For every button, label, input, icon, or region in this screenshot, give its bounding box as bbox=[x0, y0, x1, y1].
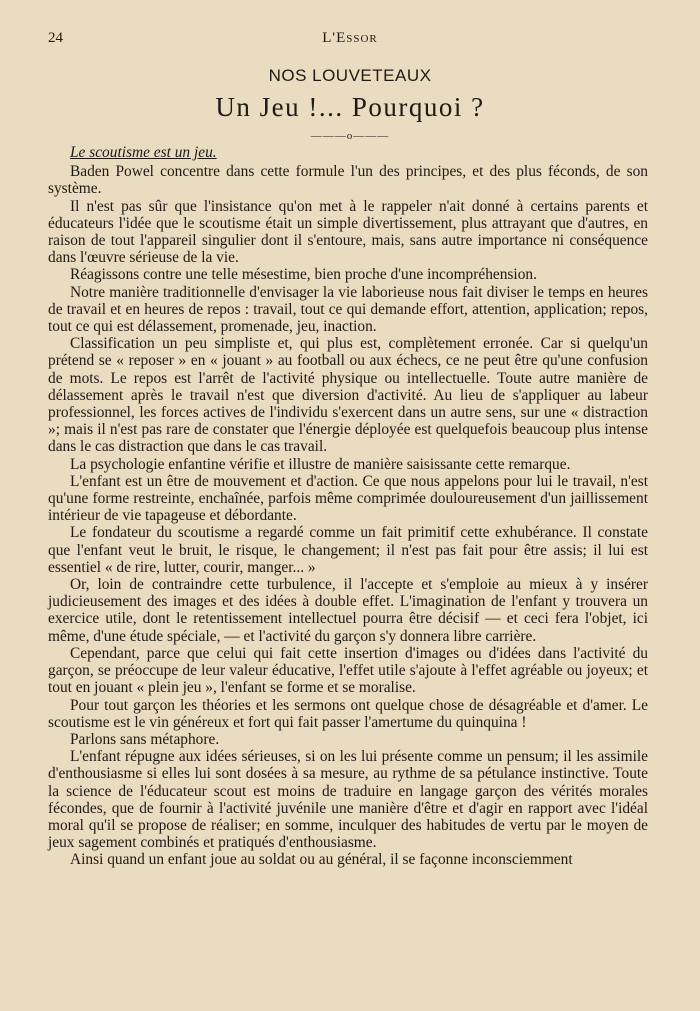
paragraph: Baden Powel concentre dans cette formule l'un des principes, et des plus féconds, de son système. bbox=[48, 163, 648, 198]
paragraph: Ainsi quand un enfant joue au soldat ou au général, il se façonne inconsciemment bbox=[70, 851, 573, 869]
paragraph: Il n'est pas sûr que l'insistance qu'on met à le rappeler n'ait donné à certains parents et éducateurs l'idée que le scoutisme était un simple divertissement, plus attrayant que d'autres, en raison de tout l'appareil singulier dont il s'entoure, mais, sans autre importance ni conséquence dans l'œuvre sérieuse de la vie. bbox=[48, 197, 648, 267]
paragraph: Cependant, parce que celui qui fait cette insertion d'images ou d'idées dans l'activité du garçon, se préoccupe de leur valeur éducative, l'effet utile s'ajoute à l'effet agréable ou joyeux; et tout en jouant « plein jeu », l'enfant se forme et se moralise. bbox=[48, 644, 648, 697]
epigraph bbox=[48, 144, 648, 161]
running-title: L'Essor bbox=[322, 30, 378, 46]
paragraph: L'enfant répugne aux idées sérieuses, si on les lui présente comme un pensum; il les assimile d'enthousiasme si elles lui sont dosées à sa mesure, au rythme de sa pétulance instinctive. Toute la science de l'éducateur scout est moins de traduire en langage garçon des vérités morales fécondes, que de fournir à l'activité juvénile une manière d'être et d'agir en rapport avec l'idéal moral qu'il se propose de réaliser; en somme, inculquer des habitudes de vertu par le moyen de jeux sagement combinés et pratiqués d'enthousiasme. bbox=[48, 748, 648, 852]
paragraph: Réagissons contre une telle mésestime, bien proche d'une incompréhension. bbox=[70, 266, 537, 284]
section-kicker: NOS LOUVETEAUX bbox=[268, 66, 432, 85]
paragraph: Pour tout garçon les théories et les sermons ont quelque chose de désagréable et d'amer. Le scoutisme est le vin généreux et fort qui fait passer l'amertume du quinquina ! bbox=[48, 696, 648, 731]
paragraph: Le fondateur du scoutisme a regardé comme un fait primitif cette exhubérance. Il constate que l'enfant veut le bruit, le risque, le changement; il n'est pas fait pour être assis; il lui est essentiel « de rire, lutter, courir, manger... » bbox=[48, 524, 648, 576]
paragraph: Or, loin de contraindre cette turbulence, il l'accepte et s'emploie au mieux à y insérer judicieusement des images et des idées à double effet. L'imagination de l'enfant y trouvera un exercice utile, dont le retentissement intellectuel pourra être décisif — et ceci fera l'objet, ici même, d'une étude spéciale, — et l'activité du garçon s'y donnera libre carrière. bbox=[48, 576, 648, 645]
running-header bbox=[48, 30, 652, 52]
paragraph: Parlons sans métaphore. bbox=[70, 730, 220, 748]
article-title: Un Jeu !... Pourquoi ? bbox=[215, 92, 485, 122]
paragraph: La psychologie enfantine vérifie et illustre de manière saisissante cette remarque. bbox=[70, 455, 571, 473]
title-ornament: ———o——— bbox=[310, 130, 390, 142]
article-body bbox=[48, 144, 648, 869]
paragraph: Notre manière traditionnelle d'envisager la vie laborieuse nous fait diviser le temps en heures de travail et en heures de repos : travail, tout ce qui demande effort, attention, application; repos, tout ce qui est délassement, promenade, jeu, inaction. bbox=[48, 283, 648, 336]
paragraph: Classification un peu simpliste et, qui plus est, complètement erronée. Car si quelqu'un prétend se « reposer » en « jouant » au football ou aux échecs, ce ne peut être qu'une confusion de mots. Le repos est l'arrêt de l'activité physique ou intellectuelle. Toute autre manière de délassement après le travail n'est que diversion d'activité. Au lieu de s'appliquer au labeur professionnel, les forces actives de l'individu s'exercent dans un autre sens, sur une « distraction »; mais il n'est pas rare de constater que l'énergie déployée est quelquefois beaucoup plus intense dans le cas distraction que dans le cas travail. bbox=[48, 335, 648, 456]
page-number: 24 bbox=[48, 30, 63, 46]
paragraph: L'enfant est un être de mouvement et d'action. Ce que nous appelons pour lui le travail, n'est qu'une forme restreinte, enchaînée, parfois même comprimée douloureusement d'un jaillissement intérieur de vie tapageuse et débordante. bbox=[48, 472, 648, 525]
epigraph-text: Le scoutisme est un jeu. bbox=[70, 144, 217, 161]
